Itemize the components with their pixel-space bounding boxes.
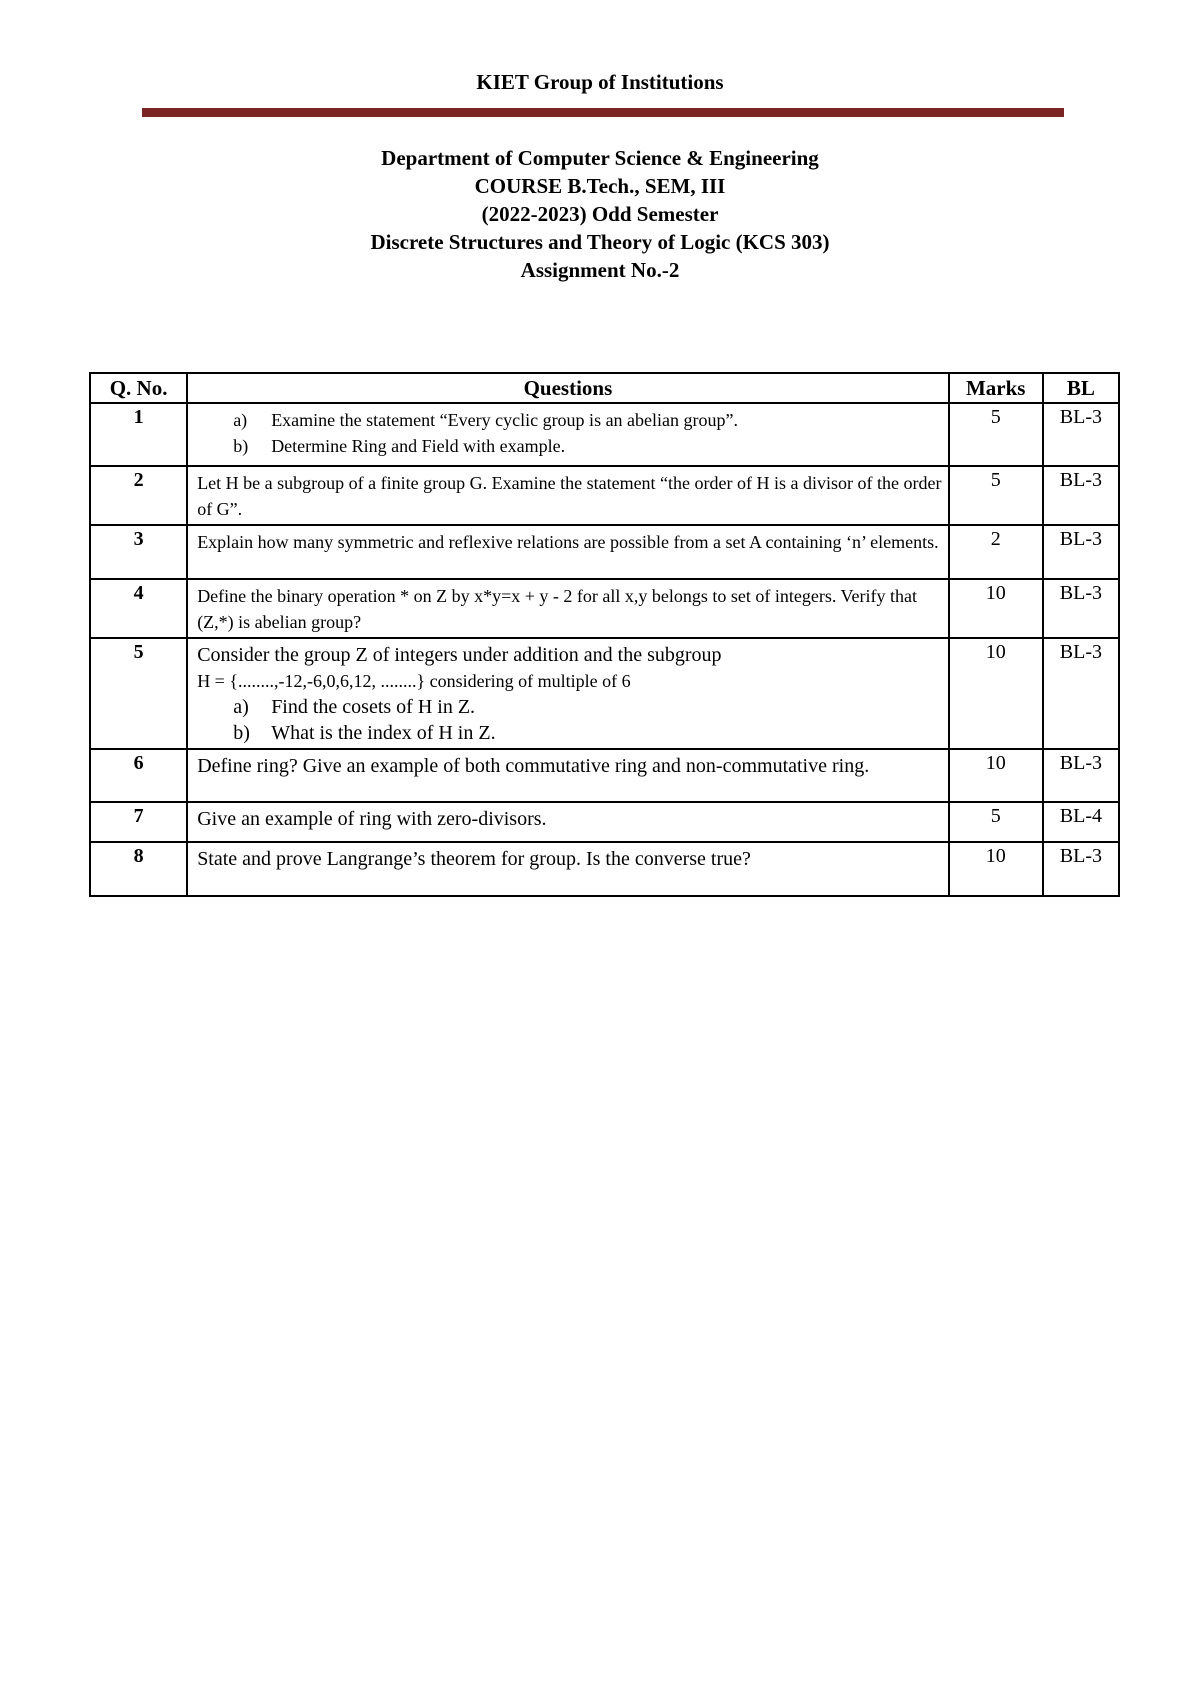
sub-question-label: a)	[233, 696, 249, 718]
question-marks: 10	[949, 579, 1043, 638]
question-line: H = {........,-12,-6,0,6,12, ........} considering of multiple of 6	[197, 671, 631, 691]
question-marks: 10	[949, 842, 1043, 896]
sub-question-label: b)	[233, 436, 249, 456]
question-bloom-level: BL-3	[1043, 749, 1119, 802]
question-line: Consider the group Z of integers under addition and the subgroup	[197, 644, 722, 666]
table-row	[90, 403, 1119, 466]
sub-question	[197, 720, 943, 746]
question-bloom-level: BL-3	[1043, 579, 1119, 638]
col-header-qno: Q. No.	[90, 373, 187, 403]
assignment-line: Assignment No.-2	[520, 258, 680, 282]
col-header-bl: BL	[1043, 373, 1119, 403]
col-header-marks: Marks	[949, 373, 1043, 403]
question-text: State and prove Langrange’s theorem for group. Is the converse true?	[187, 842, 948, 896]
question-text: Explain how many symmetric and reflexive relations are possible from a set A containing ‘n’ elements.	[187, 525, 948, 579]
question-number: 6	[90, 749, 187, 802]
sub-question-label: a)	[233, 410, 248, 430]
question-number: 7	[90, 802, 187, 842]
header-rule	[142, 108, 1064, 117]
table-row	[90, 579, 1119, 638]
question-text: Define the binary operation * on Z by x*y=x + y - 2 for all x,y belongs to set of integers. Verify that (Z,*) is abelian group?	[187, 579, 948, 638]
question-text	[187, 638, 948, 749]
table-row	[90, 802, 1119, 842]
table-header-row	[90, 373, 1119, 403]
table-row	[90, 466, 1119, 525]
question-number: 3	[90, 525, 187, 579]
table-row	[90, 842, 1119, 896]
sub-question	[197, 694, 943, 720]
sub-question-text: Examine the statement “Every cyclic group is an abelian group”.	[271, 410, 739, 430]
question-bloom-level: BL-4	[1043, 802, 1119, 842]
sub-question-text: What is the index of H in Z.	[271, 722, 496, 744]
question-marks: 10	[949, 749, 1043, 802]
sub-question	[197, 407, 943, 433]
sub-question-text: Determine Ring and Field with example.	[271, 436, 566, 456]
question-number: 2	[90, 466, 187, 525]
course-line: COURSE B.Tech., SEM, III	[474, 174, 726, 198]
question-number: 8	[90, 842, 187, 896]
question-number: 5	[90, 638, 187, 749]
sub-question	[197, 433, 943, 459]
sub-question-label: b)	[233, 722, 250, 744]
question-number: 1	[90, 403, 187, 466]
institution-title: KIET Group of Institutions	[476, 70, 724, 94]
question-marks: 2	[949, 525, 1043, 579]
question-text	[187, 403, 948, 466]
question-number: 4	[90, 579, 187, 638]
question-bloom-level: BL-3	[1043, 525, 1119, 579]
subject-line: Discrete Structures and Theory of Logic (KCS 303)	[370, 230, 830, 254]
questions-table	[89, 372, 1120, 897]
question-marks: 5	[949, 466, 1043, 525]
question-bloom-level: BL-3	[1043, 403, 1119, 466]
question-bloom-level: BL-3	[1043, 842, 1119, 896]
question-marks: 10	[949, 638, 1043, 749]
department-line: Department of Computer Science & Engineering	[381, 146, 819, 170]
question-text: Define ring? Give an example of both commutative ring and non-commutative ring.	[187, 749, 948, 802]
document-heading	[0, 144, 1200, 284]
session-line: (2022-2023) Odd Semester	[481, 202, 719, 226]
sub-question-text: Find the cosets of H in Z.	[271, 696, 476, 718]
table-row	[90, 525, 1119, 579]
col-header-questions: Questions	[187, 373, 948, 403]
question-bloom-level: BL-3	[1043, 638, 1119, 749]
question-marks: 5	[949, 802, 1043, 842]
question-bloom-level: BL-3	[1043, 466, 1119, 525]
table-row	[90, 749, 1119, 802]
table-row	[90, 638, 1119, 749]
question-text: Give an example of ring with zero-divisors.	[187, 802, 948, 842]
question-text: Let H be a subgroup of a finite group G. Examine the statement “the order of H is a divisor of the order of G”.	[187, 466, 948, 525]
question-marks: 5	[949, 403, 1043, 466]
